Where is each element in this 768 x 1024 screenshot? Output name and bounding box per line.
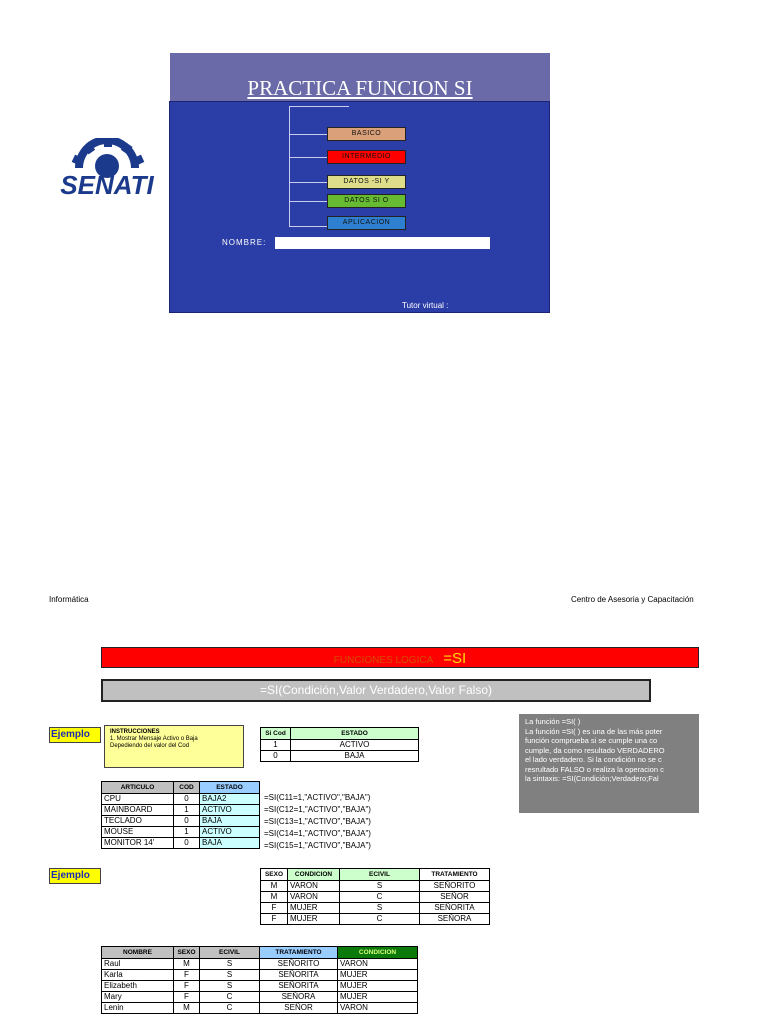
table-cell[interactable]: SEÑORA — [260, 992, 338, 1003]
table-cell[interactable]: SEÑORITO — [260, 959, 338, 970]
formula-text: =SI(C13=1,"ACTIVO","BAJA") — [264, 817, 371, 826]
table-cell[interactable]: M — [174, 1003, 200, 1014]
table-cell[interactable]: SEÑORA — [420, 914, 490, 925]
table-cell[interactable]: ACTIVO — [200, 827, 260, 838]
instructions-line: Depediendo del valor del Cod — [110, 743, 190, 749]
column-header: CONDICION — [338, 947, 418, 959]
table-cell[interactable]: MONITOR 14' — [102, 838, 174, 849]
table-cell[interactable]: MUJER — [338, 970, 418, 981]
table-cell[interactable]: M — [174, 959, 200, 970]
table-row — [261, 892, 490, 903]
info-line: el lado verdadero. Si la condición no se c — [525, 755, 662, 764]
menu-button-basico[interactable]: BASICO — [327, 127, 406, 141]
table-cell[interactable]: F — [261, 914, 288, 925]
table-cell[interactable]: SEÑORITA — [260, 970, 338, 981]
table-cell[interactable]: C — [340, 892, 420, 903]
table-row — [261, 740, 419, 751]
page-title: PRACTICA FUNCION SI — [247, 76, 473, 100]
formula-text: =SI(C15=1,"ACTIVO","BAJA") — [264, 841, 371, 850]
column-header: ESTADO — [291, 728, 419, 740]
table-cell[interactable]: Lenin — [102, 1003, 174, 1014]
table-cell[interactable]: MUJER — [338, 992, 418, 1003]
table-row — [102, 1003, 418, 1014]
table-cell[interactable]: ACTIVO — [291, 740, 419, 751]
ejemplo-label-2: Ejemplo — [49, 868, 101, 884]
table-cell[interactable]: 0 — [174, 794, 200, 805]
funciones-label: FUNCIONES LOGICA — [333, 655, 434, 666]
table-cell[interactable]: SEÑOR — [260, 1003, 338, 1014]
column-header: ECIVIL — [340, 869, 420, 881]
syntax-banner: =SI(Condición,Valor Verdadero,Valor Falso) — [101, 679, 651, 702]
treatment-table — [260, 868, 490, 925]
table-cell[interactable]: F — [261, 903, 288, 914]
table-cell[interactable]: Elizabeth — [102, 981, 174, 992]
table-cell[interactable]: F — [174, 970, 200, 981]
header-right: Centro de Asesoria y Capacitación — [571, 595, 694, 604]
gear-icon — [51, 138, 163, 200]
table-cell[interactable]: S — [200, 970, 260, 981]
column-header: NOMBRE — [102, 947, 174, 959]
tree-connector — [289, 201, 327, 202]
instructions-title: INSTRUCCIONES — [110, 729, 160, 735]
table-cell[interactable]: TECLADO — [102, 816, 174, 827]
table-row — [102, 970, 418, 981]
table-cell[interactable]: Karla — [102, 970, 174, 981]
table-cell[interactable]: SEÑORITO — [420, 881, 490, 892]
table-cell[interactable]: Raul — [102, 959, 174, 970]
column-header: TRATAMIENTO — [420, 869, 490, 881]
table-cell[interactable]: S — [340, 881, 420, 892]
articles-table — [101, 781, 260, 849]
column-header: ECIVIL — [200, 947, 260, 959]
people-table — [101, 946, 418, 1014]
funciones-banner-text — [101, 650, 699, 667]
info-line: cumple, da como resultado VERDADERO — [525, 745, 665, 755]
table-cell[interactable]: VARON — [338, 959, 418, 970]
table-row — [102, 805, 260, 816]
header-left: Informática — [49, 595, 89, 604]
table-row — [102, 827, 260, 838]
table-cell[interactable]: M — [261, 892, 288, 903]
info-line: función comprueba si se cumple una co — [525, 736, 658, 745]
table-cell[interactable]: 0 — [174, 838, 200, 849]
ejemplo-label-1: Ejemplo — [49, 727, 101, 743]
table-cell[interactable]: S — [340, 903, 420, 914]
menu-button-datos-si-o[interactable]: DATOS SI O — [327, 194, 406, 208]
info-line: resrultado FALSO o realiza la operacion c — [525, 764, 664, 774]
table-cell[interactable]: MUJER — [288, 903, 340, 914]
table-cell[interactable]: MOUSE — [102, 827, 174, 838]
table-row — [102, 838, 260, 849]
table-cell[interactable]: 1 — [174, 805, 200, 816]
table-cell[interactable]: C — [200, 992, 260, 1003]
table-cell[interactable]: F — [174, 992, 200, 1003]
column-header: COD — [174, 782, 200, 794]
table-cell[interactable]: 1 — [174, 827, 200, 838]
table-row — [261, 903, 490, 914]
formula-text: =SI(C11=1,"ACTIVO","BAJA") — [264, 793, 371, 802]
tree-connector — [289, 106, 290, 227]
table-cell[interactable]: Mary — [102, 992, 174, 1003]
svg-text:SENATI: SENATI — [60, 170, 154, 200]
formula-text: =SI(C12=1,"ACTIVO","BAJA") — [264, 805, 371, 814]
tree-connector — [289, 134, 327, 135]
column-header: CONDICION — [288, 869, 340, 881]
tree-connector — [289, 106, 349, 107]
table-cell[interactable]: MUJER — [338, 981, 418, 992]
table-cell[interactable]: BAJA — [200, 816, 260, 827]
column-header: SEXO — [174, 947, 200, 959]
table-row — [102, 992, 418, 1003]
table-row — [102, 981, 418, 992]
table-cell[interactable]: S — [200, 959, 260, 970]
nombre-label: NOMBRE: — [222, 238, 267, 247]
table-cell[interactable]: C — [200, 1003, 260, 1014]
tutor-virtual-label: Tutor virtual : — [402, 301, 449, 310]
table-cell[interactable]: BAJA2 — [200, 794, 260, 805]
info-line: La función =SI( ) es una de las más poter — [525, 726, 663, 736]
table-cell[interactable]: S — [200, 981, 260, 992]
table-cell[interactable]: CPU — [102, 794, 174, 805]
menu-button-intermedio[interactable]: INTERMEDIO — [327, 150, 406, 164]
tree-connector — [289, 182, 327, 183]
column-header: ESTADO — [200, 782, 260, 794]
table-cell[interactable]: SEÑORITA — [420, 903, 490, 914]
table-cell[interactable]: BAJA — [291, 751, 419, 762]
table-cell[interactable]: F — [174, 981, 200, 992]
table-cell[interactable]: SEÑOR — [420, 892, 490, 903]
instructions-box — [104, 725, 244, 768]
table-row — [102, 816, 260, 827]
senati-logo — [51, 138, 163, 200]
table-cell[interactable]: M — [261, 881, 288, 892]
table-cell[interactable]: SEÑORITA — [260, 981, 338, 992]
table-cell[interactable]: 0 — [261, 751, 291, 762]
table-cell[interactable]: MUJER — [288, 914, 340, 925]
table-cell[interactable]: C — [340, 914, 420, 925]
info-line: la sintaxis: =SI(Condición;Verdadero;Fal — [525, 774, 659, 783]
table-cell[interactable]: VARON — [288, 881, 340, 892]
table-row — [261, 881, 490, 892]
table-row — [102, 794, 260, 805]
funciones-big: =SI — [443, 650, 467, 667]
info-box — [519, 714, 699, 813]
table-cell[interactable]: BAJA — [200, 838, 260, 849]
nombre-input[interactable] — [275, 237, 490, 249]
menu-button-aplicacion[interactable]: APLICACION — [327, 216, 406, 230]
column-header: Si Cod — [261, 728, 291, 740]
table-row — [261, 751, 419, 762]
table-row — [261, 914, 490, 925]
tree-connector — [289, 157, 327, 158]
table-cell[interactable]: MAINBOARD — [102, 805, 174, 816]
table-cell[interactable]: VARON — [288, 892, 340, 903]
table-row — [102, 959, 418, 970]
menu-button-datos-si-y[interactable]: DATOS -SI Y — [327, 175, 406, 189]
formula-text: =SI(C14=1,"ACTIVO","BAJA") — [264, 829, 371, 838]
column-header: TRATAMIENTO — [260, 947, 338, 959]
instructions-line: 1. Mostrar Mensaje Activo o Baja — [110, 736, 198, 742]
column-header: ARTICULO — [102, 782, 174, 794]
table-cell[interactable]: 1 — [261, 740, 291, 751]
info-line: La función =SI( ) — [525, 717, 581, 726]
table-cell[interactable]: ACTIVO — [200, 805, 260, 816]
column-header: SEXO — [261, 869, 288, 881]
tree-connector — [289, 226, 327, 227]
formula-list — [264, 792, 371, 852]
code-table — [260, 727, 419, 762]
table-cell[interactable]: 0 — [174, 816, 200, 827]
table-cell[interactable]: VARON — [338, 1003, 418, 1014]
